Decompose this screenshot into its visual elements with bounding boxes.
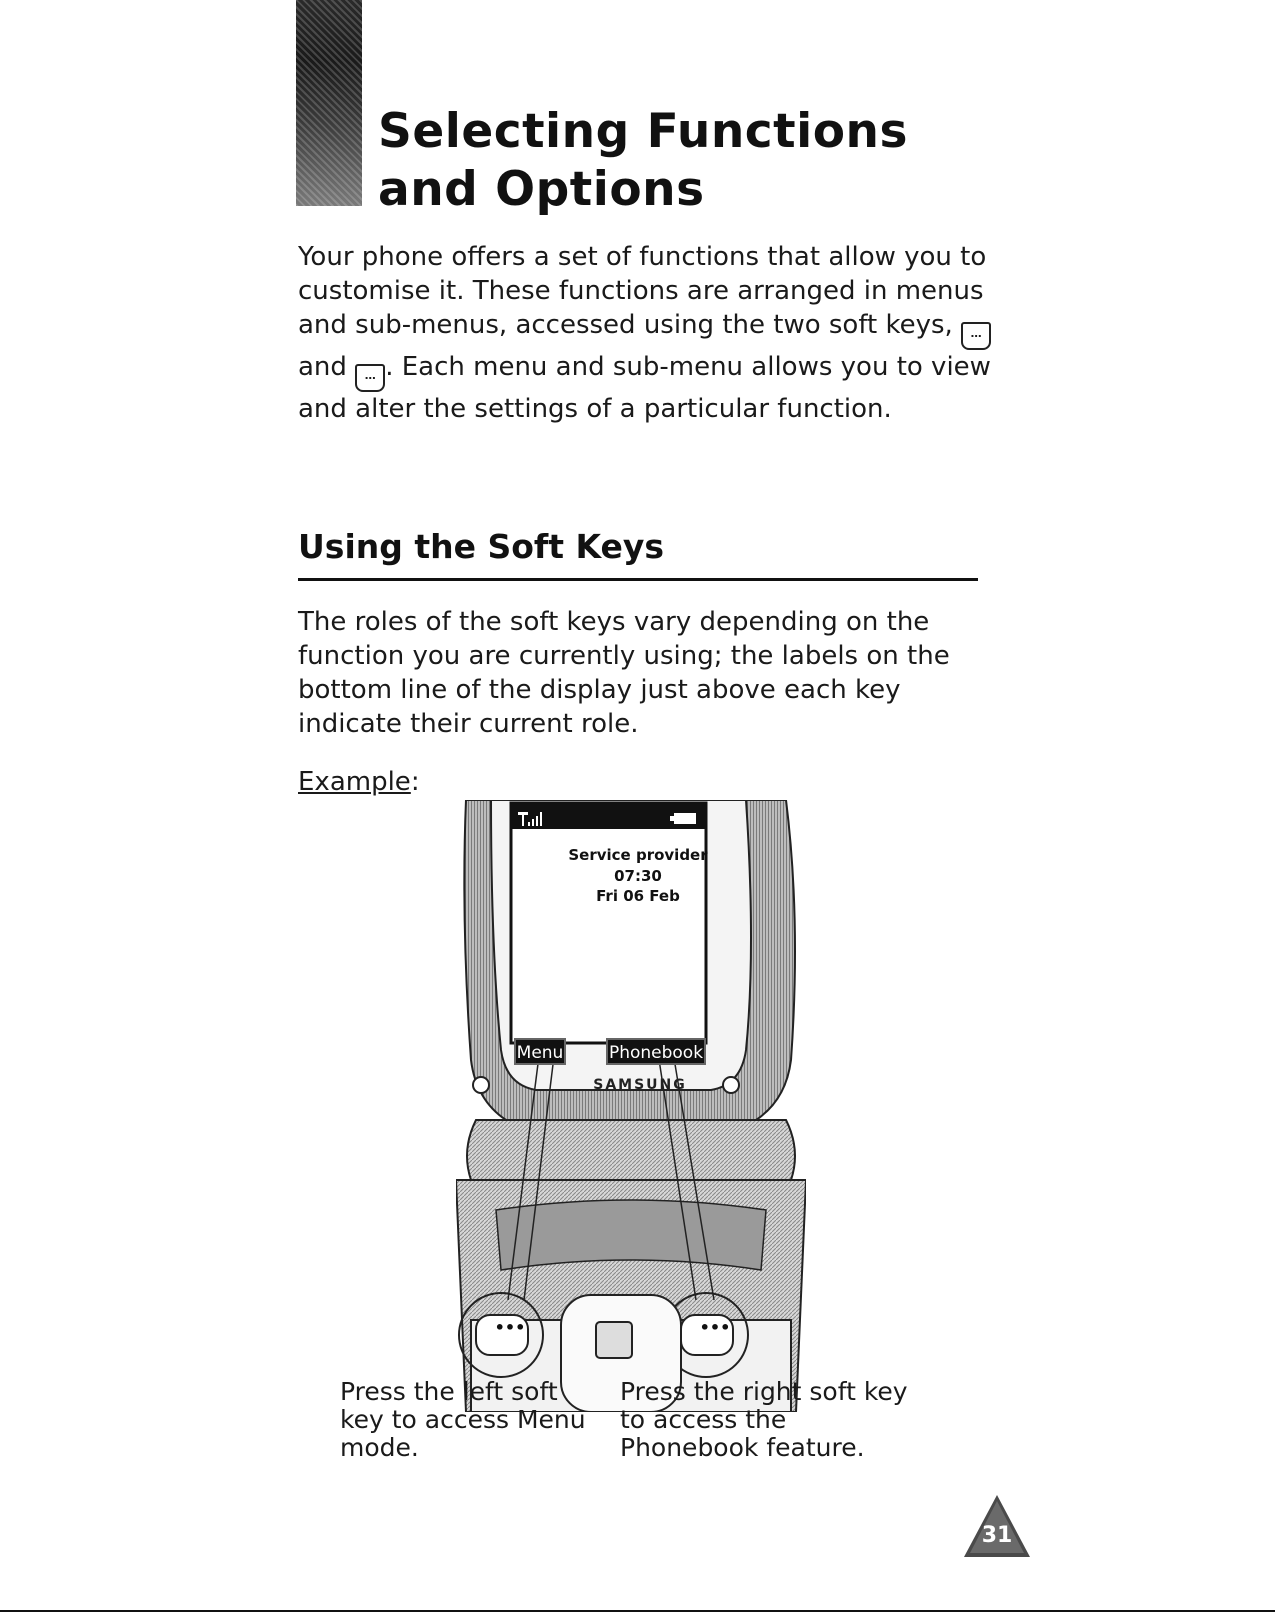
screen-date: Fri 06 Feb: [596, 887, 680, 905]
section-divider: [298, 578, 978, 581]
screen-time: 07:30: [614, 867, 662, 885]
page-title: [378, 103, 908, 219]
left-caption-line-1: Press the left soft: [340, 1377, 558, 1406]
screen-service-provider: Service provider: [568, 846, 708, 864]
intro-text-part-2: . Each menu and sub-menu allows you to view and alter the settings of a particular function.: [298, 352, 991, 424]
intro-text-part-1: Your phone offers a set of functions that allow you to customise it. These functions are arranged in menus and sub-menus, accessed using the two soft keys,: [298, 242, 987, 340]
page-title-line-2: and Options: [378, 162, 705, 217]
left-soft-key-icon: …: [961, 322, 991, 350]
left-soft-key-dots: •••: [494, 1318, 526, 1337]
page-number: 31: [981, 1523, 1013, 1548]
right-softkey-label: Phonebook: [606, 1038, 706, 1065]
chapter-marker-bar: [296, 0, 362, 206]
left-caption: [340, 1378, 586, 1462]
right-soft-key-icon: …: [355, 364, 385, 392]
left-softkey-label: Menu: [514, 1038, 566, 1065]
example-label-colon: :: [410, 767, 420, 797]
right-caption-line-1: Press the right soft key: [620, 1377, 908, 1406]
intro-text-and: and: [298, 352, 347, 382]
right-caption-line-2: to access the: [620, 1405, 787, 1434]
example-label: [298, 765, 420, 799]
right-caption: [620, 1378, 908, 1462]
phone-brand-logo: SAMSUNG: [593, 1077, 687, 1093]
left-caption-line-2: key to access Menu: [340, 1405, 586, 1434]
right-caption-line-3: Phonebook feature.: [620, 1433, 865, 1462]
left-caption-line-3: mode.: [340, 1433, 419, 1462]
right-soft-key-dots: •••: [699, 1318, 731, 1337]
example-label-text: Example: [298, 767, 411, 797]
section-heading: Using the Soft Keys: [298, 527, 665, 566]
section-body: The roles of the soft keys vary depending on the function you are currently using; the labels on the bottom line of the display just above each key indicate their current role.: [298, 607, 950, 739]
page-title-line-1: Selecting Functions: [378, 104, 908, 159]
intro-paragraph: [298, 240, 998, 426]
bottom-rule: [0, 1610, 1275, 1612]
